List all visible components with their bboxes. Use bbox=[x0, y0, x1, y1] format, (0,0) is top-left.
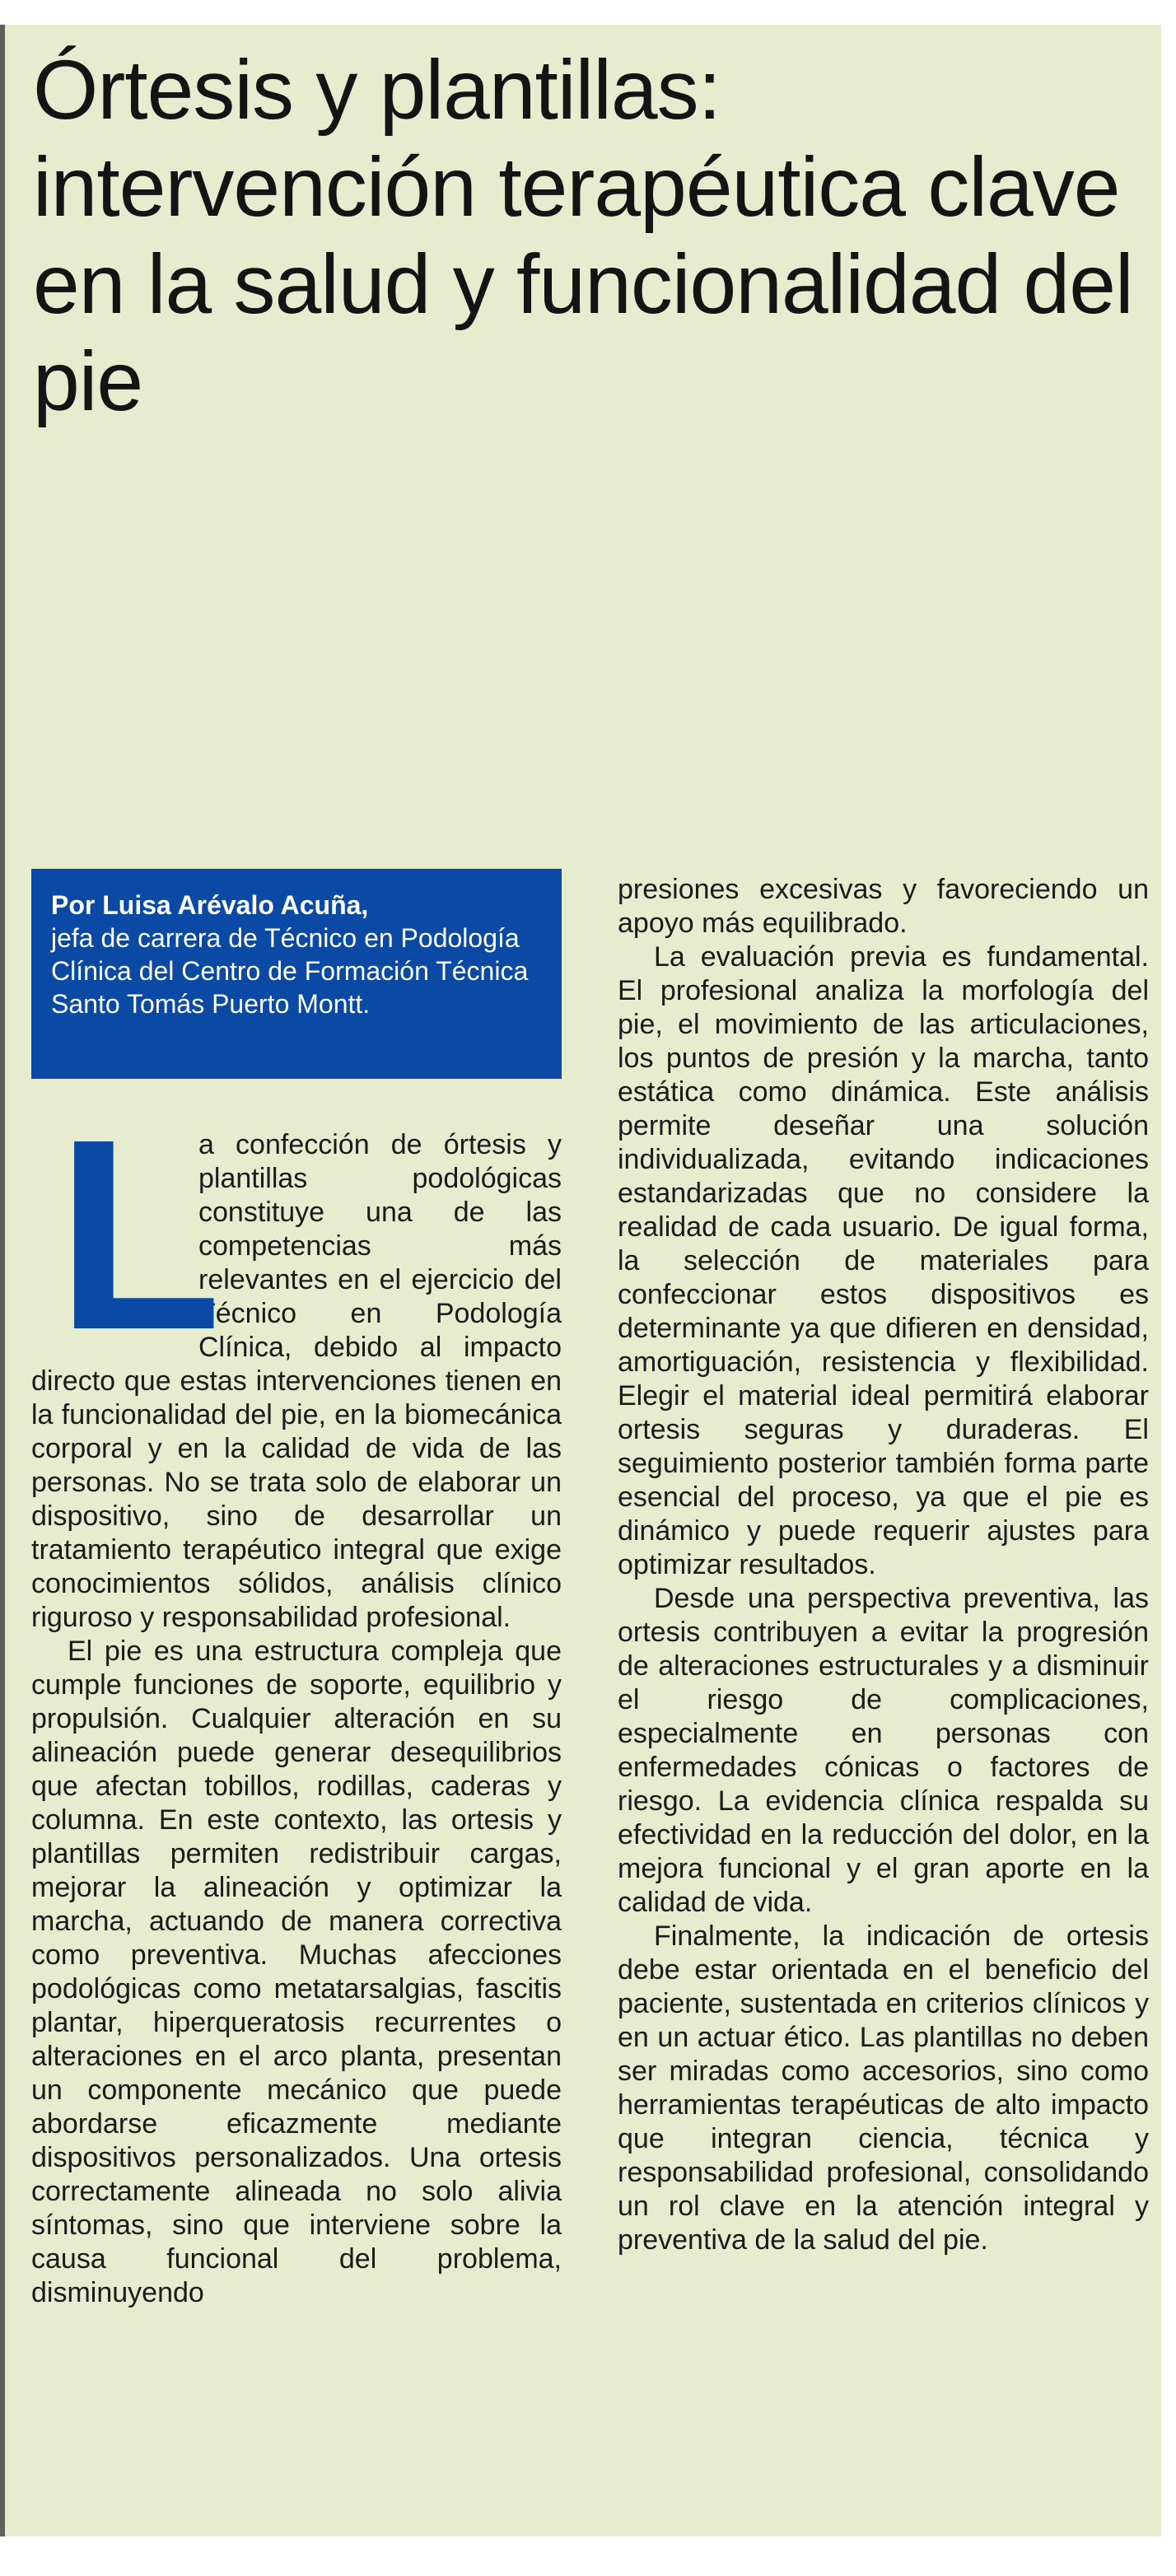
article-column-right bbox=[618, 873, 1149, 2257]
author-role: jefa de carrera de Técnico en Podología Clínica del Centro de Formación Técnica Santo Tomás Puerto Montt. bbox=[51, 923, 529, 1019]
paragraph-3: La evaluación previa es fundamental. El profesional analiza la morfología del pie, el movimiento de las articulaciones, los puntos de presión y la marcha, tanto estática como dinámica. Este análisis permite deseñar una solución individualizada, evitando indicaciones estandarizadas que no considere la realidad de cada usuario. De igual forma, la selección de materiales para confeccionar estos dispositivos es determinante ya que difieren en densidad, amortiguación, resistencia y flexibilidad. Elegir el material ideal permitirá elaborar ortesis seguras y duraderas. El seguimiento posterior también forma parte esencial del proceso, ya que el pie es dinámico y puede requerir ajustes para optimizar resultados. bbox=[618, 941, 1149, 1580]
article-title: Órtesis y plantillas: intervención terapéutica clave en la salud y funcionalidad del pie bbox=[33, 43, 1133, 428]
author-name: Por Luisa Arévalo Acuña, bbox=[51, 890, 369, 920]
drop-cap: L bbox=[56, 1082, 222, 1386]
paragraph-2-continued: presiones excesivas y favoreciendo un apoyo más equilibrado. bbox=[618, 874, 1149, 939]
paragraph-1 bbox=[31, 1082, 562, 1635]
paragraph-5: Finalmente, la indicación de ortesis debe estar orientada en el beneficio del paciente, sustentada en criterios clínicos y en un actuar ético. Las plantillas no deben ser miradas como accesorios, sino como herramientas terapéuticas de alto impacto que integran ciencia, técnica y responsabilidad profesional, consolidando un rol clave en la atención integral y preventiva de la salud del pie. bbox=[618, 1920, 1149, 2256]
author-box bbox=[31, 869, 562, 1079]
paragraph-2: El pie es una estructura compleja que cumple funciones de soporte, equilibrio y propulsión. Cualquier alteración en su alineación puede generar desequilibrios que afectan tobillos, rodillas, caderas y columna. En este contexto, las ortesis y plantillas permiten redistribuir cargas, mejorar la alineación y optimizar la marcha, actuando de manera correctiva como preventiva. Muchas afecciones podológicas como metatarsalgias, fascitis plantar, hiperqueratosis recurrentes o alteraciones en el arco planta, presentan un componente mecánico que puede abordarse eficazmente mediante dispositivos personalizados. Una ortesis correctamente alineada no solo alivia síntomas, sino que interviene sobre la causa funcional del problema, disminuyendo bbox=[31, 1636, 562, 2308]
paragraph-4: Desde una perspectiva preventiva, las ortesis contribuyen a evitar la progresión de alteraciones estructurales y a disminuir el riesgo de complicaciones, especialmente en personas con enfermedades cónicas o factores de riesgo. La evidencia clínica respalda su efectividad en la reducción del dolor, en la mejora funcional y el gran aporte en la calidad de vida. bbox=[618, 1583, 1149, 1918]
article-column-left bbox=[31, 1082, 562, 2310]
paragraph-1-text: a confección de órtesis y plantillas podológicas constituye una de las competencias más relevantes en el ejercicio del Técnico en Podología Clínica, debido al impacto directo que estas intervenciones tienen en la funcionalidad del pie, en la biomecánica corporal y en la calidad de vida de las personas. No se trata solo de elaborar un dispositivo, sino de desarrollar un tratamiento terapéutico integral que exige conocimientos sólidos, análisis clínico riguroso y responsabilidad profesional. bbox=[31, 1129, 562, 1633]
left-margin-rule bbox=[0, 25, 5, 2536]
